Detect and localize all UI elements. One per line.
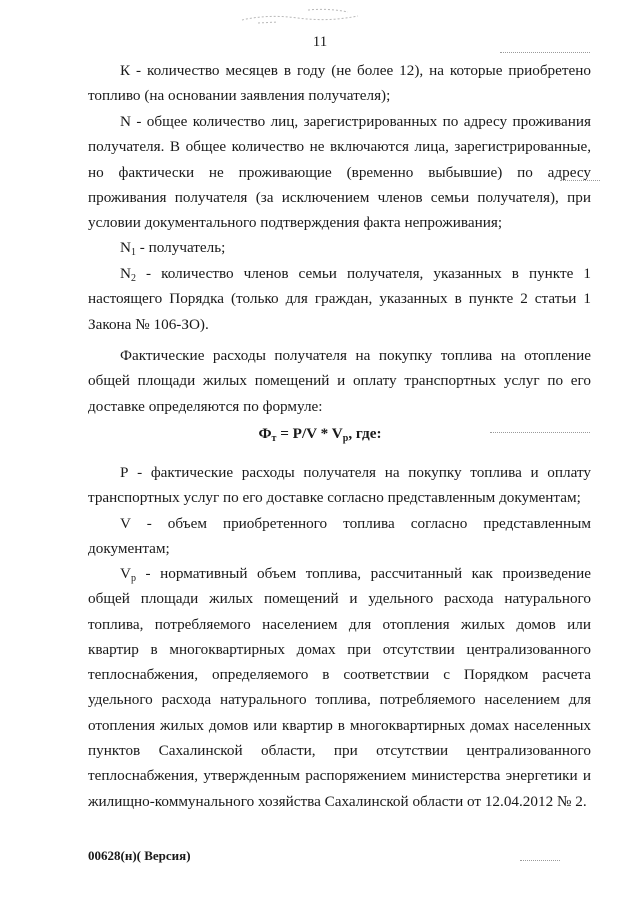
scan-noise	[490, 432, 590, 435]
paragraph-n: N - общее количество лиц, зарегистрированных по адресу проживания получателя. В общее количество не включаются лица, зарегистрированные, но фактически не проживающие (временно выбывшие) по адресу проживания получателя (за исключением членов семьи получателя), при условии документального подтверждения факта непроживания;	[88, 113, 591, 232]
footer-code: 00628(н)( Версия)	[88, 848, 191, 863]
formula-lhs-subscript: т	[271, 433, 277, 444]
n2-subscript: 2	[130, 273, 136, 284]
paragraph-actual-expenses: Фактические расходы получателя на покупку топлива на отопление общей площади жилых помещений и оплату транспортных услуг по его доставке определяются по формуле:	[88, 347, 591, 415]
n2-text: - количество членов семьи получателя, указанных в пункте 1 настоящего Порядка (только для граждан, указанных в пункте 2 статьи 1 Закона № 106-ЗО).	[88, 265, 591, 333]
page-number: 11	[312, 34, 328, 50]
formula-middle: = P/V * V	[276, 425, 343, 442]
paragraph-n1	[88, 235, 591, 260]
scan-noise	[500, 52, 590, 55]
paragraph-v: V - объем приобретенного топлива согласно представленным документам;	[88, 515, 591, 558]
n2-symbol: N	[120, 265, 131, 282]
paragraph-p: Р - фактические расходы получателя на покупку топлива и оплату транспортных услуг по его доставке согласно представленным документам;	[88, 464, 591, 507]
scan-artifact-mark	[238, 6, 388, 26]
paragraph-vp	[88, 561, 591, 814]
n1-text: - получатель;	[135, 239, 226, 256]
paragraph-k: К - количество месяцев в году (не более 12), на которые приобретено топливо (на основании заявления получателя);	[88, 62, 591, 105]
paragraph-n2	[88, 261, 591, 337]
n1-symbol: N	[120, 239, 131, 256]
n1-subscript: 1	[130, 247, 136, 258]
vp-subscript: р	[130, 573, 136, 584]
formula-tail: , где:	[348, 425, 382, 442]
formula-rhs-subscript: р	[342, 433, 349, 444]
scan-noise	[560, 180, 600, 183]
vp-symbol: V	[120, 565, 131, 582]
formula-lhs: Ф	[258, 425, 272, 442]
scan-noise	[520, 860, 560, 863]
vp-text: - нормативный объем топлива, рассчитанный как произведение общей площади жилых помещений и удельного расхода натурального топлива, потребляемого населением для отопления жилых домов или квартир в многоквартирных домах при отсутствии централизованного теплоснабжения, определяемого в соответствии с Порядком расчета удельного расхода натурального топлива, потребляемого населением для отопления жилых домов или квартир в многоквартирных домах населенных пунктов Сахалинской области, при отсутствии централизованного теплоснабжения, утвержденным распоряжением министерства энергетики и жилищно-коммунального хозяйства Сахалинской области от 12.04.2012 № 2.	[88, 565, 591, 810]
